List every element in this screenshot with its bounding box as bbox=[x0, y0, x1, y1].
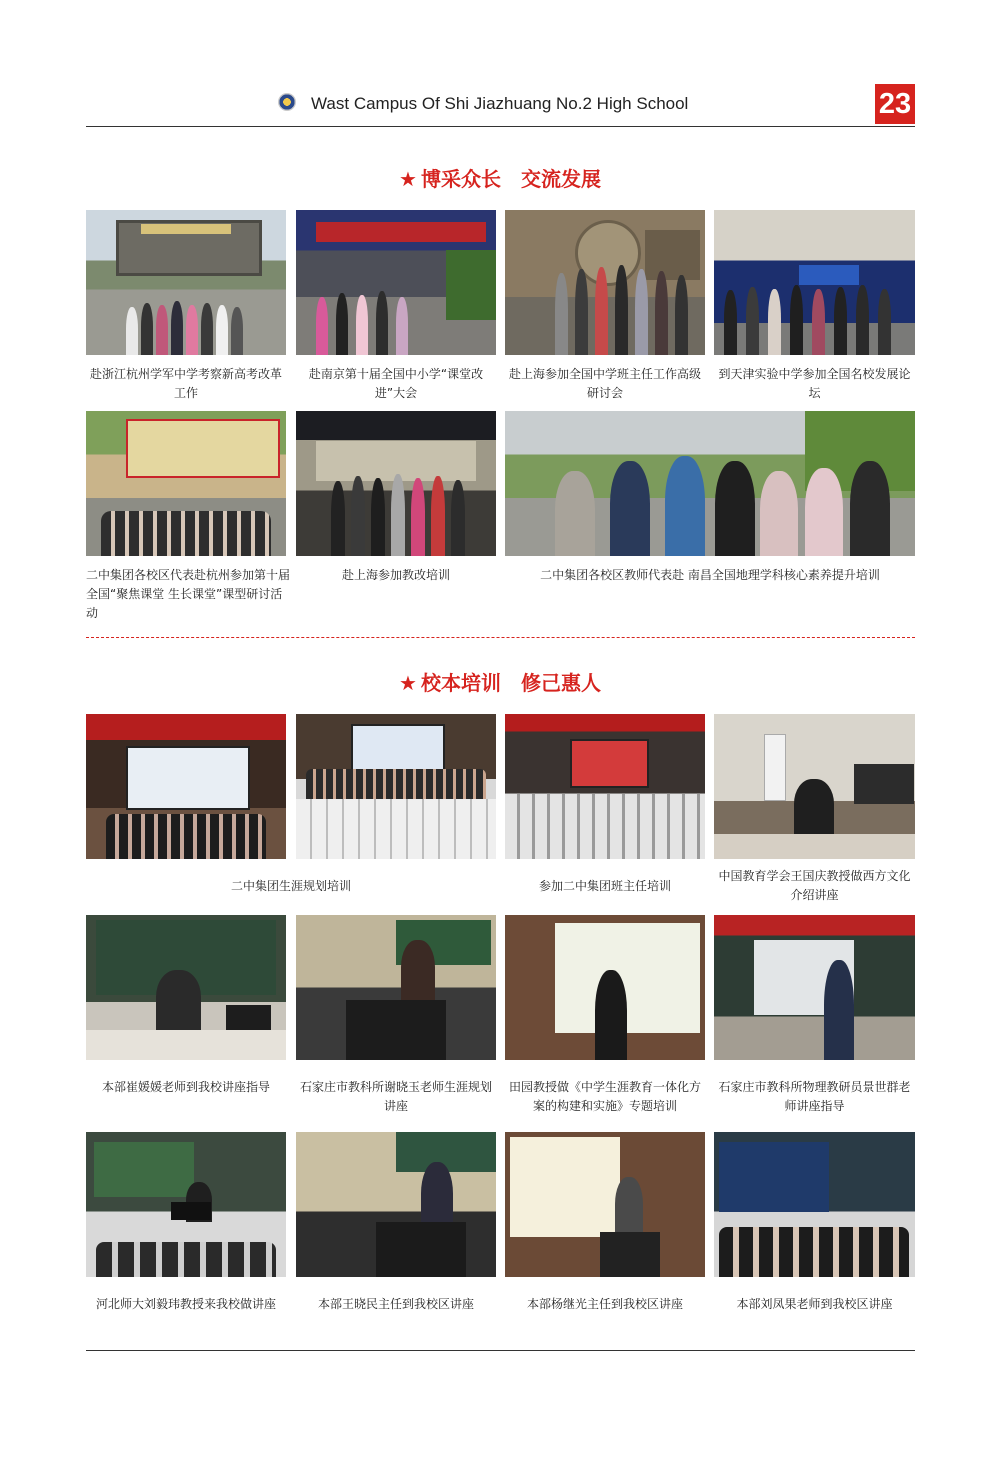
caption-hangzhou-classroom-forum: 二中集团各校区代表赴杭州参加第十届全国“聚焦课堂 生长课堂”课型研讨活动 bbox=[86, 568, 291, 620]
photo-nanchang-geography bbox=[505, 411, 915, 556]
school-logo-icon bbox=[278, 93, 296, 111]
header-title: Wast Campus Of Shi Jiazhuang No.2 High School bbox=[311, 94, 689, 113]
photo-shanghai-headteacher bbox=[505, 210, 705, 355]
photo-tian-yuan-training bbox=[505, 915, 705, 1060]
caption-wang-xiaomin-lecture: 本部王晓民主任到我校区讲座 bbox=[317, 1297, 474, 1311]
photo-wang-xiaomin-lecture bbox=[296, 1132, 496, 1277]
photo-liu-yiwei-lecture bbox=[86, 1132, 286, 1277]
photo-liu-fengguo-lecture bbox=[714, 1132, 915, 1277]
photo-cui-yuanyuan-lecture bbox=[86, 915, 286, 1060]
caption-career-training: 二中集团生涯规划培训 bbox=[230, 879, 351, 893]
photo-nanjing-conference bbox=[296, 210, 496, 355]
photo-career-training-stage bbox=[86, 714, 286, 859]
section-divider bbox=[86, 637, 915, 638]
caption-liu-yiwei-lecture: 河北师大刘毅玮教授来我校做讲座 bbox=[95, 1297, 276, 1311]
photo-shanghai-reform-training bbox=[296, 411, 496, 556]
caption-tianjin-forum: 到天津实验中学参加全国名校发展论坛 bbox=[718, 367, 911, 400]
star-icon: ★ bbox=[399, 671, 417, 695]
photo-headteacher-training bbox=[505, 714, 705, 859]
caption-shanghai-headteacher: 赴上海参加全国中学班主任工作高级研讨会 bbox=[508, 367, 701, 400]
caption-yang-jiguang-lecture: 本部杨继光主任到我校区讲座 bbox=[526, 1297, 683, 1311]
caption-jing-shiqun-lecture: 石家庄市教科所物理教研员景世群老师讲座指导 bbox=[718, 1080, 911, 1113]
photo-jing-shiqun-lecture bbox=[714, 915, 915, 1060]
section-title-text: 校本培训 修己惠人 bbox=[420, 671, 601, 695]
photo-tianjin-forum bbox=[714, 210, 915, 355]
caption-cui-yuanyuan-lecture: 本部崔媛媛老师到我校讲座指导 bbox=[101, 1080, 270, 1094]
caption-liu-fengguo-lecture: 本部刘凤果老师到我校区讲座 bbox=[736, 1297, 893, 1311]
photo-wang-guoqing-lecture bbox=[714, 714, 915, 859]
caption-nanjing-conference: 赴南京第十届全国中小学“课堂改进”大会 bbox=[308, 367, 484, 400]
caption-nanchang-geography: 二中集团各校区教师代表赴 南昌全国地理学科核心素养提升培训 bbox=[540, 568, 880, 582]
photo-yang-jiguang-lecture bbox=[505, 1132, 705, 1277]
page-header bbox=[86, 84, 915, 127]
photo-hangzhou-classroom-forum bbox=[86, 411, 286, 556]
photo-career-training-auditorium bbox=[296, 714, 496, 859]
caption-tian-yuan-training: 田园教授做《中学生涯教育一体化方案的构建和实施》专题培训 bbox=[508, 1080, 701, 1113]
caption-shanghai-reform-training: 赴上海参加教改培训 bbox=[341, 568, 450, 582]
caption-xie-xiaoyu-lecture: 石家庄市教科所谢晓玉老师生涯规划讲座 bbox=[299, 1080, 492, 1113]
section-title-exchange bbox=[0, 163, 1000, 192]
section-title-training bbox=[0, 667, 1000, 696]
footer-rule bbox=[86, 1350, 915, 1351]
caption-hangzhou-xuejun: 赴浙江杭州学军中学考察新高考改革工作 bbox=[89, 367, 282, 400]
star-icon: ★ bbox=[399, 167, 417, 191]
caption-headteacher-training: 参加二中集团班主任培训 bbox=[538, 879, 671, 893]
photo-hangzhou-xuejun bbox=[86, 210, 286, 355]
section-title-text: 博采众长 交流发展 bbox=[420, 167, 601, 191]
photo-xie-xiaoyu-lecture bbox=[296, 915, 496, 1060]
caption-wang-guoqing-lecture: 中国教育学会王国庆教授做西方文化介绍讲座 bbox=[718, 869, 911, 902]
page-number-badge: 23 bbox=[875, 84, 915, 124]
